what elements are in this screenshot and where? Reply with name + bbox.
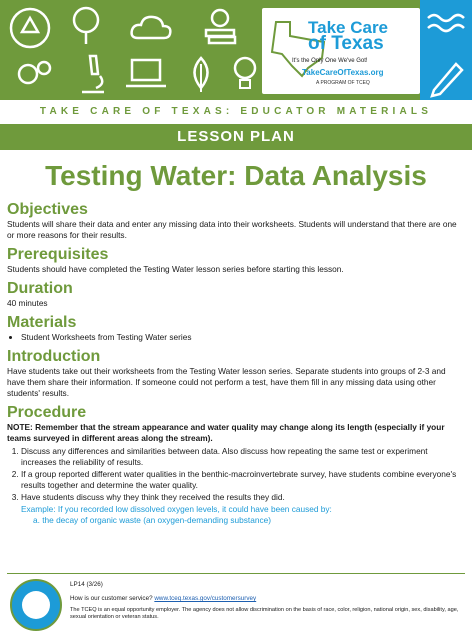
- footer: [0, 573, 472, 638]
- introduction-text: Have students take out their worksheets from the Testing Water lesson series. Separate students into groups of 2-3 and have them share their information. If someone could not perform a test, have them fill in any missing data using other students' results.: [7, 366, 446, 398]
- blue-tile: [420, 0, 472, 100]
- header-banner: [0, 0, 472, 100]
- list-item: 1. Discuss any differences and similarities between data. Also discuss how repeating the same test or experiment increases the reliability of results.: [21, 446, 465, 468]
- seal-center: [22, 591, 50, 619]
- tree-icon: [66, 4, 106, 46]
- procedure-note: NOTE: Remember that the stream appearance and water quality may change along its length (especially if your teams surveyed in different areas along the stream).: [7, 422, 445, 443]
- cloud-icon: [128, 12, 174, 42]
- take-care-of-texas-logo: [262, 8, 420, 94]
- footer-disclaimer: The TCEQ is an equal opportunity employer. The agency does not allow discrimination on the basis of race, color, religion, national origin, sex, disability, age, sexual orientation or veteran status.: [70, 607, 459, 620]
- list-item: 2. If a group reported different water qualities in the benthic-macroinvertebrate survey, have students combine everyone's results together and determine the water quality.: [21, 469, 465, 491]
- footer-divider: [7, 573, 465, 574]
- recycle-icon: [8, 6, 52, 50]
- procedure-example: Example: If you recorded low dissolved oxygen levels, it could have been caused by:: [21, 504, 332, 514]
- customer-survey-link[interactable]: www.tceq.texas.gov/customersurvey: [154, 595, 257, 602]
- introduction-heading: Introduction: [7, 348, 101, 365]
- procedure-steps: [7, 446, 465, 503]
- tceq-seal-logo: [10, 579, 62, 631]
- microscope-icon: [76, 52, 110, 96]
- waves-icon: [420, 6, 472, 46]
- objectives-text: Students will share their data and enter any missing data into their worksheets. Students will understand that there are one or more reasons for their results.: [7, 219, 457, 240]
- materials-list: [7, 332, 465, 343]
- cogs-icon: [14, 56, 54, 92]
- lesson-plan-bar: LESSON PLAN: [0, 124, 472, 150]
- logo-program: A PROGRAM OF TCEQ: [316, 80, 370, 86]
- list-item: 3. Have students discuss why they think they received the results they did.: [21, 492, 465, 503]
- light-bulb-icon: [232, 54, 258, 94]
- survey-prefix: How is our customer service?: [70, 595, 153, 602]
- materials-heading: Materials: [7, 314, 77, 331]
- duration-text: 40 minutes: [7, 298, 48, 308]
- pencil-icon: [420, 54, 472, 98]
- prerequisites-heading: Prerequisites: [7, 246, 109, 263]
- page-title: Testing Water: Data Analysis: [45, 160, 427, 191]
- list-item: • Student Worksheets from Testing Water series: [21, 332, 465, 343]
- logo-url[interactable]: TakeCareOfTexas.org: [302, 68, 384, 77]
- logo-line2: of Texas: [308, 33, 384, 54]
- logo-tagline: It's the Only One We've Got!: [292, 58, 368, 64]
- objectives-heading: Objectives: [7, 201, 88, 218]
- procedure-sub-item: a. the decay of organic waste (an oxygen-demanding substance): [33, 515, 271, 525]
- logo-line1: Take Care: [308, 18, 389, 37]
- duration-heading: Duration: [7, 280, 73, 297]
- lesson-content: [7, 200, 465, 526]
- laptop-icon: [124, 56, 168, 90]
- procedure-heading: Procedure: [7, 404, 87, 421]
- prerequisites-text: Students should have completed the Testing Water lesson series before starting this lesson.: [7, 264, 344, 274]
- apple-books-icon: [200, 6, 240, 46]
- footer-code: LP14 (3/26): [70, 581, 103, 588]
- footer-survey: [70, 595, 256, 603]
- leaf-icon: [186, 54, 216, 94]
- educator-materials-subtitle: TAKE CARE OF TEXAS: EDUCATOR MATERIALS: [0, 100, 472, 124]
